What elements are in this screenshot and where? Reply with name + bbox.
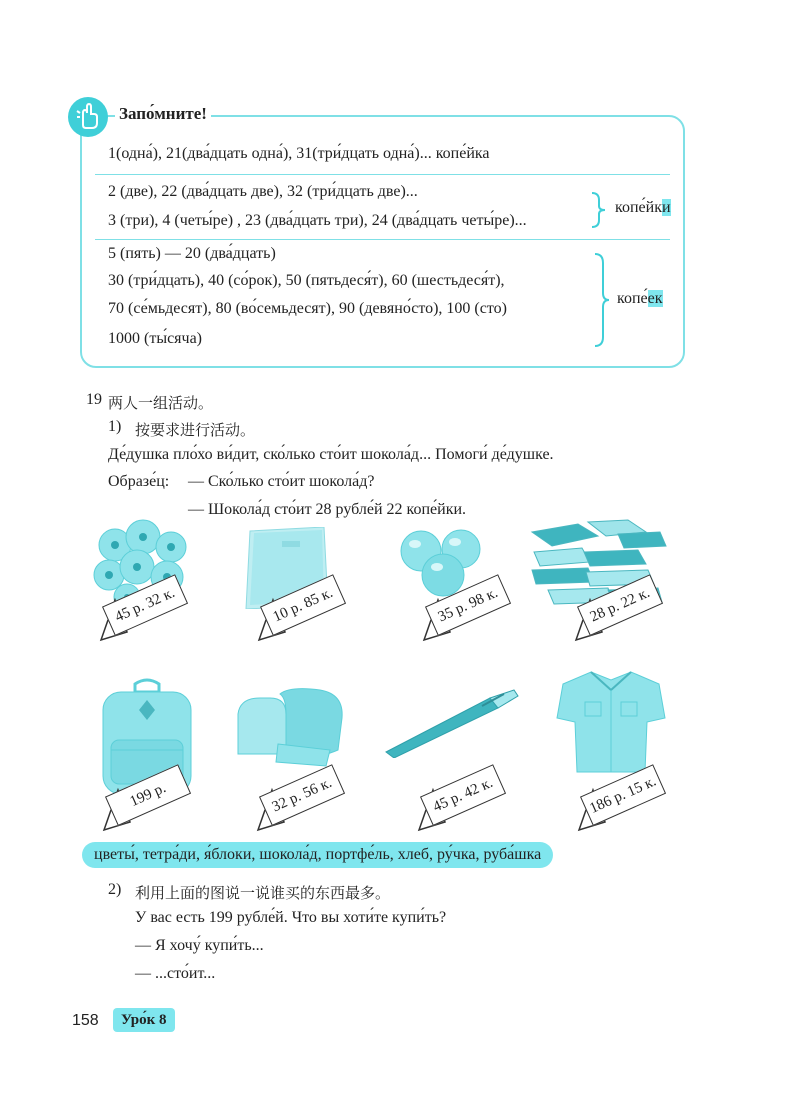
lesson-badge: Уро́к 8: [113, 1008, 175, 1032]
price-tag-bread: 32 р. 56 к.: [259, 764, 345, 826]
remember-line-3: 3 (три), 4 (четы́ре) , 23 (два́дцать три), 24 (два́дцать четы́ре)...: [108, 212, 527, 229]
price-tag-flowers: 45 р. 32 к.: [102, 574, 188, 636]
remember-title: Запо́мните!: [115, 104, 211, 124]
price-tag-chocolate: 28 р. 22 к.: [577, 574, 663, 636]
remember-line-6: 70 (се́мьдесят), 80 (во́семьдесят), 90 (девяно́сто), 100 (сто): [108, 300, 507, 317]
task1-number: 1): [108, 418, 122, 435]
remember-line-4: 5 (пять) — 20 (два́дцать): [108, 245, 276, 262]
price-tag-backpack: 199 р.: [105, 764, 191, 826]
word-bank: цветы́, тетра́ди, я́блоки, шокола́д, портфе́ль, хлеб, ру́чка, руба́шка: [82, 842, 553, 868]
task2-instruction: 利用上面的图说一说谁买的东西最多。: [135, 884, 391, 902]
price-tag-shirt: 186 р. 15 к.: [580, 764, 666, 826]
page-number: 158: [72, 1012, 99, 1029]
price-tag-pen: 45 р. 42 к.: [420, 764, 506, 826]
task2-line-1: У вас есть 199 рубле́й. Что вы хоти́те купи́ть?: [135, 909, 447, 926]
price-tag-apples: 35 р. 98 к.: [425, 574, 511, 636]
exercise-number: 19: [86, 391, 102, 408]
sample-answer: — Шокола́д сто́ит 28 рубле́й 22 копе́йки.: [188, 501, 467, 518]
remember-line-5: 30 (три́дцать), 40 (со́рок), 50 (пятьдеся́т), 60 (шестьдеся́т),: [108, 272, 505, 289]
sample-question: — Ско́лько сто́ит шокола́д?: [188, 473, 375, 490]
price-tag-notebook: 10 р. 85 к.: [260, 574, 346, 636]
task1-text: Де́душка пло́хо ви́дит, ско́лько сто́ит шокола́д... Помоги́ де́душке.: [108, 446, 554, 463]
task2-number: 2): [108, 881, 122, 898]
remember-line-7: 1000 (ты́сяча): [108, 330, 203, 347]
exercise-title: 两人一组活动。: [108, 394, 214, 412]
sample-label: Образе́ц:: [108, 473, 170, 490]
remember-line-2: 2 (две), 22 (два́дцать две), 32 (три́дцать две)...: [108, 183, 418, 200]
remember-line-1: 1(одна́), 21(два́дцать одна́), 31(три́дцать одна́)... копе́йка: [108, 145, 490, 162]
task2-line-2: — Я хочу́ купи́ть...: [135, 937, 264, 954]
task2-line-3: — ...сто́ит...: [135, 965, 216, 982]
task1-instruction: 按要求进行活动。: [135, 421, 256, 439]
kopeek-label: копе́ек: [617, 290, 663, 307]
kopeyki-label: копе́йки: [615, 199, 671, 216]
